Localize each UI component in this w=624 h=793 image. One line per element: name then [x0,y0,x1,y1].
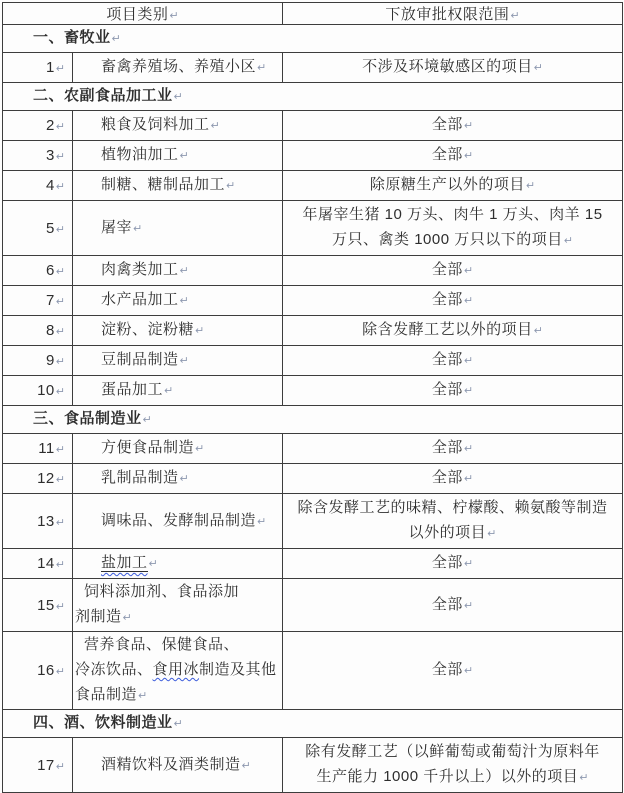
row-number: 16 [37,662,55,679]
category-cell [73,316,283,346]
paragraph-mark-icon: ↵ [463,473,474,485]
row-number: 14 [37,555,55,572]
paragraph-mark-icon: ↵ [179,265,189,277]
row-number-cell [3,201,73,256]
row-number-cell [3,171,73,201]
scope-cell [283,316,623,346]
category-cell [73,464,283,494]
table-row [3,738,623,793]
row-number: 2 [45,117,55,134]
section-title: 一、畜牧业 [33,29,111,46]
cell-line [75,550,280,577]
section-title: 二、农副食品加工业 [33,87,173,104]
paragraph-mark-icon: ↵ [179,355,189,367]
paragraph-mark-icon: ↵ [463,665,474,677]
row-number: 4 [45,177,55,194]
approval-authority-table [2,2,623,793]
paragraph-mark-icon: ↵ [164,385,174,397]
cell-line: 豆制品制造↵ [101,351,189,368]
paragraph-mark-icon: ↵ [142,414,152,426]
paragraph-mark-icon: ↵ [133,222,143,235]
paragraph-mark-icon: ↵ [487,528,497,540]
category-cell [73,171,283,201]
cell-line: 粮食及饲料加工↵ [101,116,220,133]
cell-line: 全部↵ [431,291,474,308]
cell-line: 乳制品制造↵ [101,469,189,486]
scope-cell [283,53,623,83]
table-row [3,286,623,316]
scope-cell [283,346,623,376]
section-title-cell [3,710,623,738]
paragraph-mark-icon: ↵ [525,180,536,192]
paragraph-mark-icon: ↵ [169,10,179,22]
cell-line: 全部↵ [431,146,474,163]
paragraph-mark-icon: ↵ [463,443,474,455]
cell-line: 除原糖生产以外的项目↵ [369,176,536,193]
table-header-row [3,3,623,25]
scope-cell [283,171,623,201]
row-number-cell [3,111,73,141]
paragraph-mark-icon: ↵ [138,690,148,702]
category-cell [73,346,283,376]
paragraph-mark-icon: ↵ [55,223,65,236]
category-cell [73,141,283,171]
cell-line: 水产品加工↵ [101,291,189,308]
paragraph-mark-icon: ↵ [55,181,65,193]
row-number-cell [3,632,73,710]
paragraph-mark-icon: ↵ [55,266,65,278]
category-cell [73,494,283,549]
paragraph-mark-icon: ↵ [257,515,267,528]
paragraph-mark-icon: ↵ [257,62,267,74]
row-number: 6 [45,262,55,279]
category-cell [73,286,283,316]
cell-line: 全部↵ [431,439,474,456]
cell-line: 全部↵ [431,661,474,678]
table-row [3,111,623,141]
paragraph-mark-icon: ↵ [122,612,132,624]
table-row [3,434,623,464]
cell-line: 酒精饮料及酒类制造↵ [101,755,251,773]
paragraph-mark-icon: ↵ [463,355,474,367]
section-title-cell [3,83,623,111]
paragraph-mark-icon: ↵ [55,121,65,133]
row-number: 12 [37,470,55,487]
paragraph-mark-icon: ↵ [55,760,65,773]
scope-cell [283,632,623,710]
paragraph-mark-icon: ↵ [195,325,205,337]
paragraph-mark-icon: ↵ [210,120,220,132]
paragraph-mark-icon: ↵ [463,295,474,307]
scope-cell [283,579,623,632]
paragraph-mark-icon: ↵ [55,386,65,398]
row-number-cell [3,738,73,793]
table-row [3,316,623,346]
cell-line: 方便食品制造↵ [101,439,205,456]
scope-cell [283,111,623,141]
scope-cell [283,549,623,579]
row-number-cell [3,494,73,549]
row-number: 11 [38,440,55,457]
table-row [3,376,623,406]
header-scope-label: 下放审批权限范围 [385,6,510,23]
scope-cell [283,201,623,256]
row-number: 7 [45,292,55,309]
section-row [3,710,623,738]
paragraph-mark-icon: ↵ [563,235,573,247]
scope-cell [283,256,623,286]
cell-line: 生产能力 1000 千升以上）以外的项目↵ [316,768,589,785]
category-cell [73,256,283,286]
cell-line: 全部↵ [431,261,474,278]
row-number: 1 [45,59,55,76]
section-title: 四、酒、饮料制造业 [33,714,173,731]
cell-line: 除含发酵工艺以外的项目↵ [362,321,543,338]
row-number: 3 [45,147,55,164]
paragraph-mark-icon: ↵ [55,516,65,529]
scope-cell [283,494,623,549]
underlined-text: 盐加工 [101,554,148,571]
scope-cell [283,738,623,793]
cell-line: 全部↵ [431,381,474,398]
paragraph-mark-icon: ↵ [179,150,189,162]
paragraph-mark-icon: ↵ [510,10,520,22]
cell-line: 畜禽养殖场、养殖小区↵ [101,58,267,75]
table-row [3,494,623,549]
cell-line: 冷冻饮品、食用冰制造及其他 [75,661,277,678]
table-row [3,579,623,632]
category-cell [73,201,283,256]
row-number-cell [3,316,73,346]
paragraph-mark-icon: ↵ [55,356,65,368]
table-row [3,632,623,710]
row-number: 5 [45,219,55,237]
cell-line: 万只、禽类 1000 万只以下的项目↵ [332,231,573,248]
scope-cell [283,141,623,171]
row-number: 9 [45,352,55,369]
scope-cell [283,376,623,406]
paragraph-mark-icon: ↵ [195,443,205,455]
table-body [3,25,623,793]
section-title: 三、食品制造业 [33,410,142,427]
cell-line: 屠宰↵ [101,218,143,236]
paragraph-mark-icon: ↵ [55,326,65,338]
paragraph-mark-icon: ↵ [55,151,65,163]
row-number-cell [3,286,73,316]
paragraph-mark-icon: ↵ [179,295,189,307]
category-cell [73,632,283,710]
row-number: 10 [37,382,55,399]
section-row [3,406,623,434]
paragraph-mark-icon: ↵ [111,33,121,45]
cell-line: 食品制造↵ [75,686,148,703]
paragraph-mark-icon: ↵ [463,599,474,612]
paragraph-mark-icon: ↵ [148,558,158,570]
paragraph-mark-icon: ↵ [533,62,543,74]
paragraph-mark-icon: ↵ [55,63,65,75]
category-cell [73,579,283,632]
cell-line: 除有发酵工艺（以鲜葡萄或葡萄汁为原料年 [305,743,600,760]
paragraph-mark-icon: ↵ [55,296,65,308]
cell-line: 全部↵ [431,554,474,571]
row-number-cell [3,549,73,579]
cell-line: 调味品、发酵制品制造↵ [101,511,267,529]
header-cell-scope [283,3,623,25]
row-number-cell [3,256,73,286]
section-row [3,83,623,111]
cell-line: 除含发酵工艺的味精、柠檬酸、赖氨酸等制造 [297,499,608,516]
paragraph-mark-icon: ↵ [463,265,474,277]
scope-cell [283,286,623,316]
table-row [3,201,623,256]
section-title-cell [3,25,623,53]
category-cell [73,111,283,141]
paragraph-mark-icon: ↵ [55,559,65,571]
header-category-label: 项目类别 [106,6,169,23]
table-row [3,141,623,171]
cell-line: 制糖、糖制品加工↵ [101,176,236,193]
paragraph-mark-icon: ↵ [463,150,474,162]
wavy-underlined-text: 食用冰 [152,661,200,678]
cell-line: 以外的项目↵ [408,524,497,541]
header-cell-category [3,3,283,25]
cell-line: 植物油加工↵ [101,146,189,163]
cell-line: 全部↵ [431,351,474,368]
paragraph-mark-icon: ↵ [55,444,65,456]
table-row [3,346,623,376]
paragraph-mark-icon: ↵ [533,325,543,337]
cell-line: 年屠宰生猪 10 万头、肉牛 1 万头、肉羊 15 [302,206,603,223]
paragraph-mark-icon: ↵ [173,91,183,103]
category-cell [73,738,283,793]
paragraph-mark-icon: ↵ [226,180,236,192]
row-number-cell [3,434,73,464]
row-number-cell [3,579,73,632]
paragraph-mark-icon: ↵ [55,474,65,486]
paragraph-mark-icon: ↵ [463,120,474,132]
row-number-cell [3,53,73,83]
cell-line: 全部↵ [431,116,474,133]
category-cell [73,549,283,579]
category-cell [73,376,283,406]
table-row [3,171,623,201]
row-number-cell [3,376,73,406]
row-number-cell [3,141,73,171]
cell-line: 全部↵ [431,469,474,486]
cell-line: 淀粉、淀粉糖↵ [101,321,205,338]
row-number: 8 [45,322,55,339]
row-number-cell [3,464,73,494]
category-cell [73,53,283,83]
cell-line: 饲料添加剂、食品添加 [84,583,240,600]
paragraph-mark-icon: ↵ [55,600,65,613]
scope-cell [283,434,623,464]
paragraph-mark-icon: ↵ [173,718,183,730]
cell-line: 全部↵ [431,595,474,613]
row-number: 17 [37,756,55,774]
section-row [3,25,623,53]
cell-line: 不涉及环境敏感区的项目↵ [362,58,543,75]
row-number: 15 [37,596,55,614]
row-number-cell [3,346,73,376]
table-row [3,464,623,494]
table-row [3,53,623,83]
cell-line: 蛋品加工↵ [101,381,174,398]
cell-line: 营养食品、保健食品、 [84,636,240,653]
table-row [3,256,623,286]
paragraph-mark-icon: ↵ [579,772,589,784]
category-cell [73,434,283,464]
paragraph-mark-icon: ↵ [179,473,189,485]
row-number: 13 [37,512,55,530]
paragraph-mark-icon: ↵ [55,666,65,678]
table-row [3,549,623,579]
section-title-cell [3,406,623,434]
scope-cell [283,464,623,494]
paragraph-mark-icon: ↵ [463,558,474,570]
paragraph-mark-icon: ↵ [463,385,474,397]
paragraph-mark-icon: ↵ [241,759,251,772]
cell-line: 肉禽类加工↵ [101,261,189,278]
cell-line: 剂制造↵ [75,608,132,625]
